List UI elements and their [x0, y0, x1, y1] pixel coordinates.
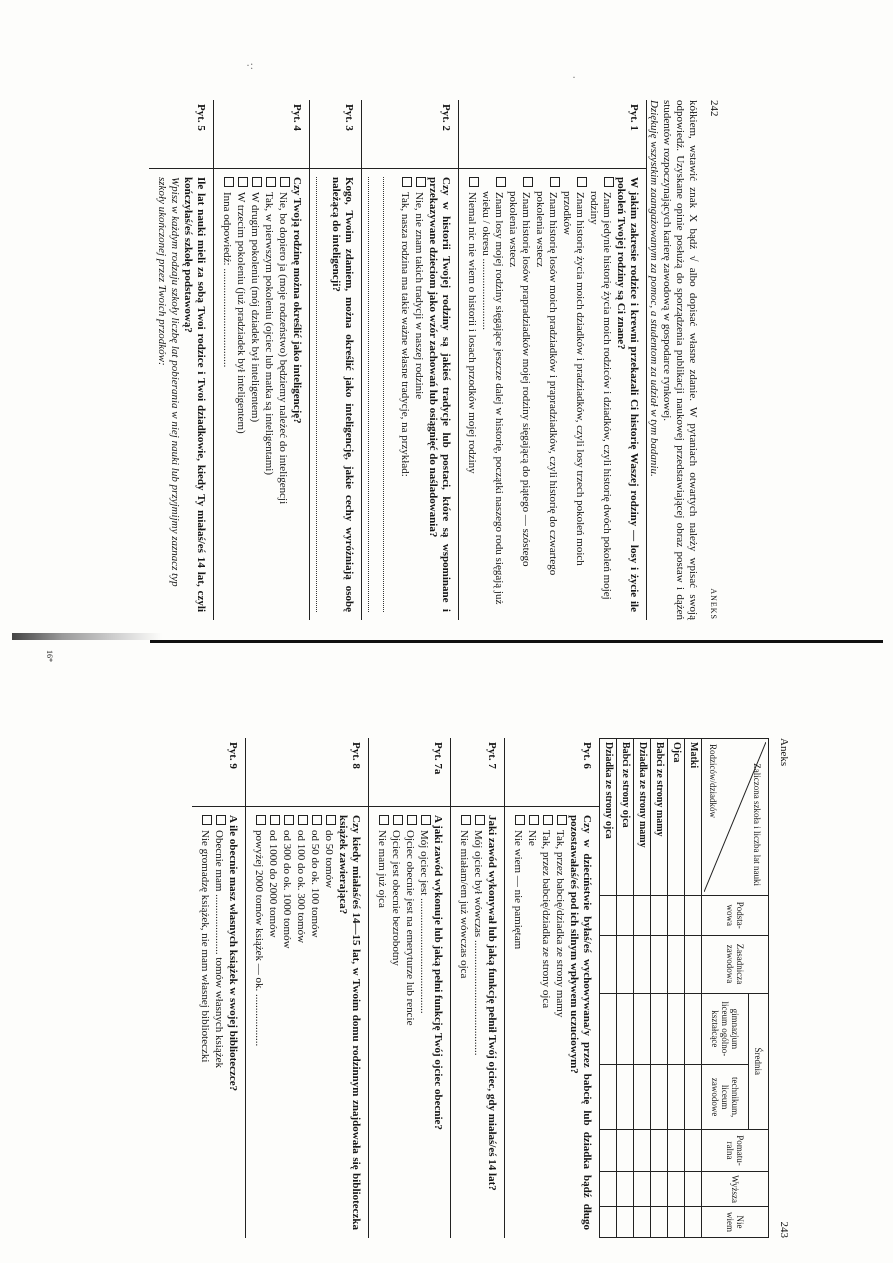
option[interactable]: od 100 do ok. 300 tomów	[294, 815, 308, 1230]
option[interactable]: Inna odpowiedź: ....................................	[220, 177, 234, 612]
checkbox-icon[interactable]	[298, 815, 308, 825]
table-cell[interactable]	[600, 993, 617, 1065]
corner-bottom-label: Rodziców/dziadków	[708, 744, 718, 818]
question-text: Ile lat nauki mieli za sobą Twoi rodzice i Twoi dziadkowie, kiedy Ty miałaś/eś 14 lat, czyli kończyłaś/eś szkołę podstawową?	[182, 177, 207, 612]
running-head: ANEKS	[709, 588, 718, 620]
checkbox-icon[interactable]	[216, 815, 226, 825]
option[interactable]: Ojciec jest obecnie bezrobotny	[389, 815, 403, 1230]
checkbox-icon[interactable]	[407, 815, 417, 825]
question-label: Pyt. 9	[192, 738, 245, 807]
checkbox-icon[interactable]	[496, 177, 506, 187]
checkbox-icon[interactable]	[604, 177, 614, 187]
table-cell[interactable]	[617, 1207, 634, 1238]
column-group-header: Średnia	[748, 993, 768, 1129]
question-2	[361, 100, 458, 620]
corner-top-label: Zaliczona szkoła i liczba lat nauki	[752, 763, 762, 886]
option[interactable]: Znam historię losów prapradziadków mojej rodziny sięgającą do piątego — szóstego pokolenia wstecz	[506, 177, 533, 612]
column-header: gimnazjum liceum ogólno-kształcące	[702, 993, 749, 1065]
question-text: Jaki zawód wykonywał lub jaką funkcję pełnił Twój ojciec, gdy miałaś/eś 14 lat?	[486, 815, 498, 1191]
table-cell[interactable]	[685, 1065, 702, 1130]
answer-line[interactable]	[383, 177, 396, 612]
table-cell[interactable]	[617, 1129, 634, 1171]
table-cell[interactable]	[634, 993, 651, 1065]
table-row	[617, 739, 634, 1238]
option[interactable]: Nie mam już ojca	[375, 815, 389, 1230]
checkbox-icon[interactable]	[284, 815, 294, 825]
question-grid-right	[192, 738, 599, 1238]
table-cell[interactable]	[668, 1065, 685, 1130]
table-cell[interactable]	[600, 1129, 617, 1171]
table-cell[interactable]	[651, 1129, 668, 1171]
question-text: Czy kiedy miałaś/eś 14—15 lat, w Twoim domu rodzinnym znajdowała się biblioteczka książek zawierająca?	[337, 815, 362, 1230]
checkbox-icon[interactable]	[224, 177, 234, 187]
question-7a	[368, 738, 450, 1238]
option[interactable]: Tak, nasza rodzina ma takie ważne własne tradycje, na przykład:	[398, 177, 412, 612]
intro-text: kółkiem, wstawić znak X bądź √ albo dopisać własne zdanie. W pytaniach otwartych należy wpisać swoją odpowiedź. Uzyskane opinie posłużą do sporządzenia publikacji naukowej przedstawiającej obraz postaw i dążeń studentów rozpoczynających karierę zawodową w gospodarce rynkowej.	[661, 100, 699, 620]
checkbox-icon[interactable]	[461, 815, 471, 825]
row-label: Matki	[685, 739, 702, 896]
table-cell[interactable]	[651, 1207, 668, 1238]
table-cell[interactable]	[651, 1172, 668, 1207]
answer-line[interactable]	[316, 177, 329, 612]
option[interactable]: Nie, nie znam takich tradycji w naszej rodzinie	[412, 177, 426, 612]
checkbox-icon[interactable]	[421, 815, 431, 825]
option[interactable]: Tak, w pierwszym pokoleniu (ojciec lub matka są inteligentami)	[262, 177, 276, 612]
checkbox-icon[interactable]	[270, 815, 280, 825]
question-4	[213, 100, 309, 620]
table-cell[interactable]	[600, 1207, 617, 1238]
checkbox-icon[interactable]	[238, 177, 248, 187]
column-header: Nie wiem	[702, 1207, 769, 1238]
table-cell[interactable]	[651, 1065, 668, 1130]
checkbox-icon[interactable]	[577, 177, 587, 187]
table-cell[interactable]	[651, 896, 668, 936]
row-label: Babci ze strony ojca	[617, 739, 634, 896]
table-row	[600, 739, 617, 1238]
table-cell[interactable]	[668, 1207, 685, 1238]
signature-mark: 16*	[45, 650, 54, 662]
table-cell[interactable]	[634, 1129, 651, 1171]
question-text: Czy w dzieciństwie byłaś/eś wychowywana/y przez babcię lub dziadka bądź długo pozostawałaś/eś pod ich silnym wpływem uczuciowym?	[568, 815, 593, 1230]
table-cell[interactable]	[617, 896, 634, 936]
right-page-header	[777, 738, 790, 1238]
scan-speck: ·:	[246, 58, 254, 72]
checkbox-icon[interactable]	[515, 815, 525, 825]
checkbox-icon[interactable]	[312, 815, 322, 825]
column-header: technikum, liceum zawodowe	[702, 1065, 749, 1130]
checkbox-icon[interactable]	[475, 815, 485, 825]
question-text: A ile obecnie masz własnych książek w swojej biblioteczce?	[227, 815, 239, 1092]
question-label: Pyt. 3	[310, 100, 361, 169]
scan-speck: ·	[572, 70, 576, 84]
checkbox-icon[interactable]	[469, 177, 479, 187]
option[interactable]: Mój ojciec jest ..........................................	[417, 815, 431, 1230]
option[interactable]: Niemal nic nie wiem o historii i losach przodków mojej rodziny	[465, 177, 479, 612]
column-header: Zasadnicza zawodowa	[702, 935, 769, 993]
left-page-header	[707, 100, 720, 620]
question-label: Pyt. 2	[362, 100, 458, 169]
option[interactable]: Tak, przez babcię/dziadka ze strony mamy	[553, 815, 567, 1230]
checkbox-icon[interactable]	[266, 177, 276, 187]
question-label: Pyt. 5	[149, 100, 213, 169]
table-cell[interactable]	[651, 993, 668, 1065]
checkbox-icon[interactable]	[523, 177, 533, 187]
checkbox-icon[interactable]	[252, 177, 262, 187]
question-6	[504, 738, 599, 1238]
question-label: Pyt. 1	[459, 100, 646, 169]
table-cell[interactable]	[600, 896, 617, 936]
option[interactable]: od 300 do ok. 1000 tomów	[280, 815, 294, 1230]
checkbox-icon[interactable]	[557, 815, 567, 825]
checkbox-icon[interactable]	[543, 815, 553, 825]
option[interactable]: powyżej 2000 tomów książek — ok. ...................	[252, 815, 266, 1230]
question-text: Czy w historii Twojej rodziny są jakieś tradycje lub postaci, które są wspominane i przekazywane dzieciom jako wzór zachowań lub osiągnięć do naśladowania?	[427, 177, 452, 612]
table-cell[interactable]	[617, 1065, 634, 1130]
option[interactable]: Nie	[525, 815, 539, 1230]
table-row	[634, 739, 651, 1238]
page-number: 242	[708, 100, 720, 117]
right-page	[192, 738, 790, 1238]
option[interactable]: Znam historię losów moich pradziadków i prapradziadków, czyli historię do czwartego pokolenia wstecz	[533, 177, 560, 612]
option[interactable]: od 1000 do 2000 tomów	[266, 815, 280, 1230]
option[interactable]: Nie miałam/em już wówczas ojca	[457, 815, 471, 1230]
table-cell[interactable]	[685, 896, 702, 936]
table-cell[interactable]	[685, 1207, 702, 1238]
checkbox-icon[interactable]	[379, 815, 389, 825]
table-cell[interactable]	[685, 935, 702, 993]
option[interactable]: Znam losy mojej rodziny sięgające jeszcze dalej w historię, początki naszego rodu sięgają już wieku / okresu ..........................	[479, 177, 506, 612]
option[interactable]: Znam jedynie historię życia moich rodziców i dziadków, czyli historię dwóch pokoleń mojej rodziny	[587, 177, 614, 612]
thanks-text: Dziękuję wszystkim zaangażowanym za pomoc, a studentom za udział w tym badaniu.	[648, 100, 660, 477]
option[interactable]: Tak, przez babcię/dziadka ze strony ojca	[539, 815, 553, 1230]
option[interactable]: Znam historię życia moich dziadków i pradziadków, czyli losy trzech pokoleń moich przodków	[560, 177, 587, 612]
table-row	[651, 739, 668, 1238]
option[interactable]: Nie, bo dopiero ja (moje rodzeństwo) będziemy należeć do inteligencji	[276, 177, 290, 612]
option[interactable]: od 50 do ok. 100 tomów	[308, 815, 322, 1230]
question-1	[458, 100, 646, 620]
row-label: Dziadka ze strony mamy	[634, 739, 651, 896]
column-header: Podsta-wowa	[702, 896, 769, 936]
row-label: Babci ze strony mamy	[651, 739, 668, 896]
checkbox-icon[interactable]	[529, 815, 539, 825]
column-header: Pomatu-ralna	[702, 1129, 769, 1171]
table-cell[interactable]	[668, 993, 685, 1065]
table-cell[interactable]	[634, 1172, 651, 1207]
running-head: Aneks	[778, 738, 790, 767]
table-cell[interactable]	[617, 993, 634, 1065]
checkbox-icon[interactable]	[256, 815, 266, 825]
question-label: Pyt. 8	[246, 738, 368, 807]
left-page	[149, 100, 720, 620]
checkbox-icon[interactable]	[402, 177, 412, 187]
table-cell[interactable]	[634, 935, 651, 993]
table-row	[668, 739, 685, 1238]
table-cell[interactable]	[668, 896, 685, 936]
table-cell[interactable]	[600, 1065, 617, 1130]
table-cell[interactable]	[617, 935, 634, 993]
question-3	[309, 100, 361, 620]
table-cell[interactable]	[600, 1172, 617, 1207]
table-cell[interactable]	[634, 896, 651, 936]
row-label: Dziadka ze strony ojca	[600, 739, 617, 896]
checkbox-icon[interactable]	[202, 815, 212, 825]
question-8	[245, 738, 368, 1238]
question-label: Pyt. 7	[451, 738, 504, 807]
question-text: Czy Twoją rodzinę można określić jako inteligencję?	[291, 177, 303, 424]
table-cell[interactable]	[685, 1172, 702, 1207]
table-cell[interactable]	[685, 1129, 702, 1171]
table-row	[685, 739, 702, 1238]
education-table	[599, 738, 769, 1238]
table-cell[interactable]	[634, 1207, 651, 1238]
table-cell[interactable]	[634, 1065, 651, 1130]
option[interactable]: Ojciec obecnie jest na emeryturze lub rencie	[403, 815, 417, 1230]
answer-line[interactable]	[368, 177, 381, 612]
checkbox-icon[interactable]	[393, 815, 403, 825]
question-9	[192, 738, 245, 1238]
option[interactable]: Mój ojciec był wówczas ..........................................	[471, 815, 485, 1230]
question-text: A jaki zawód wykonuje lub jaką pełni funkcję Twój ojciec obecnie?	[432, 815, 444, 1130]
question-5	[149, 100, 213, 620]
checkbox-icon[interactable]	[326, 815, 336, 825]
page-number: 243	[778, 1221, 790, 1238]
table-cell[interactable]	[651, 935, 668, 993]
question-label: Pyt. 6	[505, 738, 599, 807]
column-header: Wyższa	[702, 1172, 769, 1207]
option[interactable]: W drugim pokoleniu (mój dziadek był inteligentem)	[248, 177, 262, 612]
question-text: Kogo, Twoim zdaniem, można określić jako inteligencję, jakie cechy wyróżniają osobę należącą do inteligencji?	[330, 177, 355, 612]
option[interactable]: Nie gromadzę książek, nie mam własnej biblioteczki	[198, 815, 212, 1230]
checkbox-icon[interactable]	[416, 177, 426, 187]
row-label: Ojca	[668, 739, 685, 896]
option[interactable]: Nie wiem — nie pamiętam	[511, 815, 525, 1230]
option[interactable]: do 50 tomów	[322, 815, 336, 1230]
scan-smudge	[12, 633, 162, 640]
table-cell[interactable]	[600, 935, 617, 993]
option[interactable]: W trzecim pokoleniu (już pradziadek był inteligentem)	[234, 177, 248, 612]
question-7	[450, 738, 504, 1238]
table-cell[interactable]	[668, 1129, 685, 1171]
checkbox-icon[interactable]	[280, 177, 290, 187]
table-cell[interactable]	[668, 935, 685, 993]
page-divider-rule	[150, 640, 883, 643]
option[interactable]: Obecnie mam ...................... tomów własnych książek	[212, 815, 226, 1230]
table-cell[interactable]	[617, 1172, 634, 1207]
question-label: Pyt. 7a	[369, 738, 450, 807]
table-cell[interactable]	[668, 1172, 685, 1207]
table-cell[interactable]	[685, 993, 702, 1065]
question-label: Pyt. 4	[214, 100, 309, 169]
checkbox-icon[interactable]	[550, 177, 560, 187]
question-text: W jakim zakresie rodzice i krewni przekazali Ci historię Waszej rodziny — losy i życie ile pokoleń Twojej rodziny są Ci znane?	[615, 177, 640, 612]
table-corner	[702, 739, 769, 896]
question-note: Wpisz w każdym rodzaju szkoły liczbę lat pobierania w niej nauki lub przyjmijmy zaznacz typ szkoły ukończonej przez Twoich przodków:	[156, 177, 181, 587]
question-grid	[149, 100, 647, 620]
